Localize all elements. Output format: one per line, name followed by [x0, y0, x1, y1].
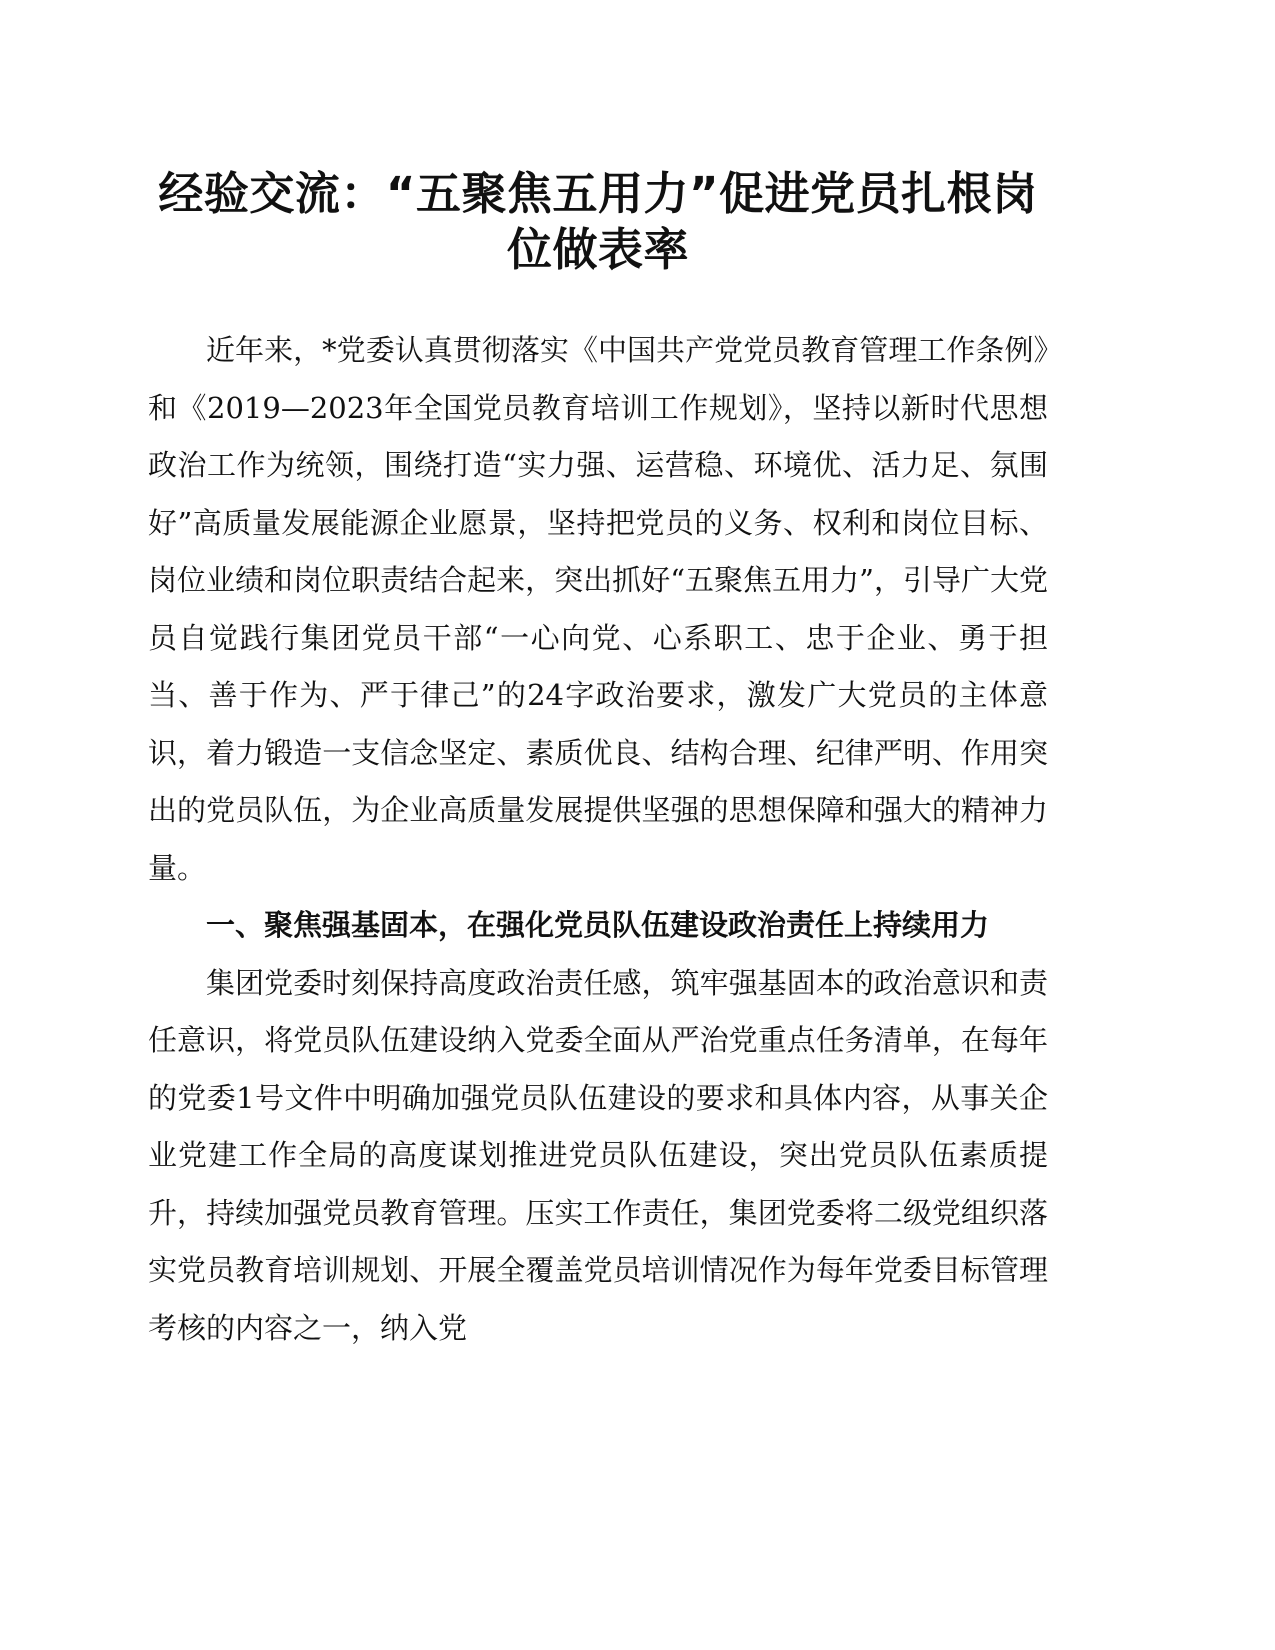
document-title: 经验交流：“五聚焦五用力”促进党员扎根岗位做表率: [158, 167, 1038, 276]
section-1-paragraph: 集团党委时刻保持高度政治责任感，筑牢强基固本的政治意识和责任意识，将党员队伍建设纳入党委全面从严治党重点任务清单，在每年的党委1号文件中明确加强党员队伍建设的要求和具体内容，从事关企业党建工作全局的高度谋划推进党员队伍建设，突出党员队伍素质提升，持续加强党员教育管理。压实工作责任，集团党委将二级党组织落实党员教育培训规划、开展全覆盖党员培训情况作为每年党委目标管理考核的内容之一，纳入党: [148, 965, 1048, 1345]
intro-paragraph: 近年来，*党委认真贯彻落实《中国共产党党员教育管理工作条例》和《2019—2023年全国党员教育培训工作规划》，坚持以新时代思想政治工作为统领，围绕打造“实力强、运营稳、环境优、活力足、氛围好”高质量发展能源企业愿景，坚持把党员的义务、权利和岗位目标、岗位业绩和岗位职责结合起来，突出抓好“五聚焦五用力”，引导广大党员自觉践行集团党员干部“一心向党、心系职工、忠于企业、勇于担当、善于作为、严于律己”的24字政治要求，激发广大党员的主体意识，着力锻造一支信念坚定、素质优良、结构合理、纪律严明、作用突出的党员队伍，为企业高质量发展提供坚强的思想保障和强大的精神力量。: [148, 333, 1048, 885]
section-1-heading: 一、聚焦强基固本，在强化党员队伍建设政治责任上持续用力: [206, 908, 990, 942]
document-page: [148, 166, 1048, 1357]
